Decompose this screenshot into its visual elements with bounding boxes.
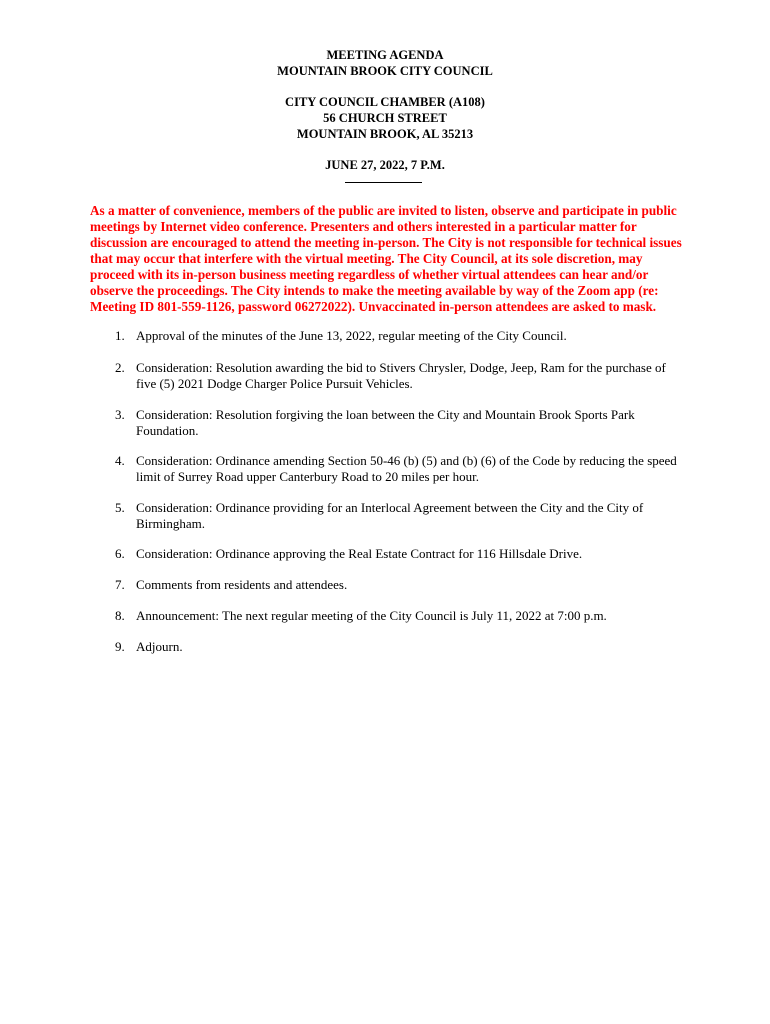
meeting-date: JUNE 27, 2022, 7 P.M. — [325, 158, 445, 172]
council-name: MOUNTAIN BROOK CITY COUNCIL — [277, 64, 493, 78]
item-text: Announcement: The next regular meeting of the City Council is July 11, 2022 at 7:00 p.m. — [136, 608, 607, 623]
item-text: Consideration: Ordinance approving the Real Estate Contract for 116 Hillsdale Drive. — [136, 546, 583, 561]
item-text: Adjourn. — [136, 639, 183, 654]
item-number: 2. — [115, 360, 125, 375]
item-number: 7. — [115, 577, 125, 592]
location-city: MOUNTAIN BROOK, AL 35213 — [296, 127, 474, 141]
item-number: 9. — [115, 639, 125, 654]
virtual-meeting-notice: As a matter of convenience, members of the public are invited to listen, observe and participate in public meetings by Internet video conference. Presenters and others interested in a particular matter for discussion are encouraged to attend the meeting in-person. The City is not responsible for technical issues that may occur that interfere with the virtual meeting. The City Council, at its sole discretion, may proceed with its in-person business meeting regardless of whether virtual attendees can hear and/or observe the proceedings. The City intends to make the meeting available by way of the Zoom app (re: Meeting ID 801-559-1126, password 06272022). Unvaccinated in-person attendees are asked to mask. — [90, 203, 682, 314]
item-text: Comments from residents and attendees. — [136, 577, 348, 592]
item-text: Approval of the minutes of the June 13, 2022, regular meeting of the City Council. — [136, 328, 567, 343]
item-number: 8. — [115, 608, 125, 623]
item-number: 4. — [115, 453, 125, 468]
location-street: 56 CHURCH STREET — [323, 111, 447, 125]
agenda-title: MEETING AGENDA — [326, 48, 444, 62]
item-text: Consideration: Ordinance providing for an Interlocal Agreement between the City and the City of Birmingham. — [136, 500, 644, 531]
item-number: 5. — [115, 500, 125, 515]
location-room: CITY COUNCIL CHAMBER (A108) — [285, 95, 485, 109]
item-text: Consideration: Resolution forgiving the loan between the City and Mountain Brook Sports Park Foundation. — [136, 407, 635, 438]
item-text: Consideration: Resolution awarding the bid to Stivers Chrysler, Dodge, Jeep, Ram for the purchase of five (5) 2021 Dodge Charger Police Pursuit Vehicles. — [136, 360, 666, 391]
item-number: 1. — [115, 328, 125, 343]
item-text: Consideration: Ordinance amending Section 50-46 (b) (5) and (b) (6) of the Code by reducing the speed limit of Surrey Road upper Canterbury Road to 20 miles per hour. — [136, 453, 677, 484]
item-number: 3. — [115, 407, 125, 422]
item-number: 6. — [115, 546, 125, 561]
header-divider — [345, 182, 422, 183]
